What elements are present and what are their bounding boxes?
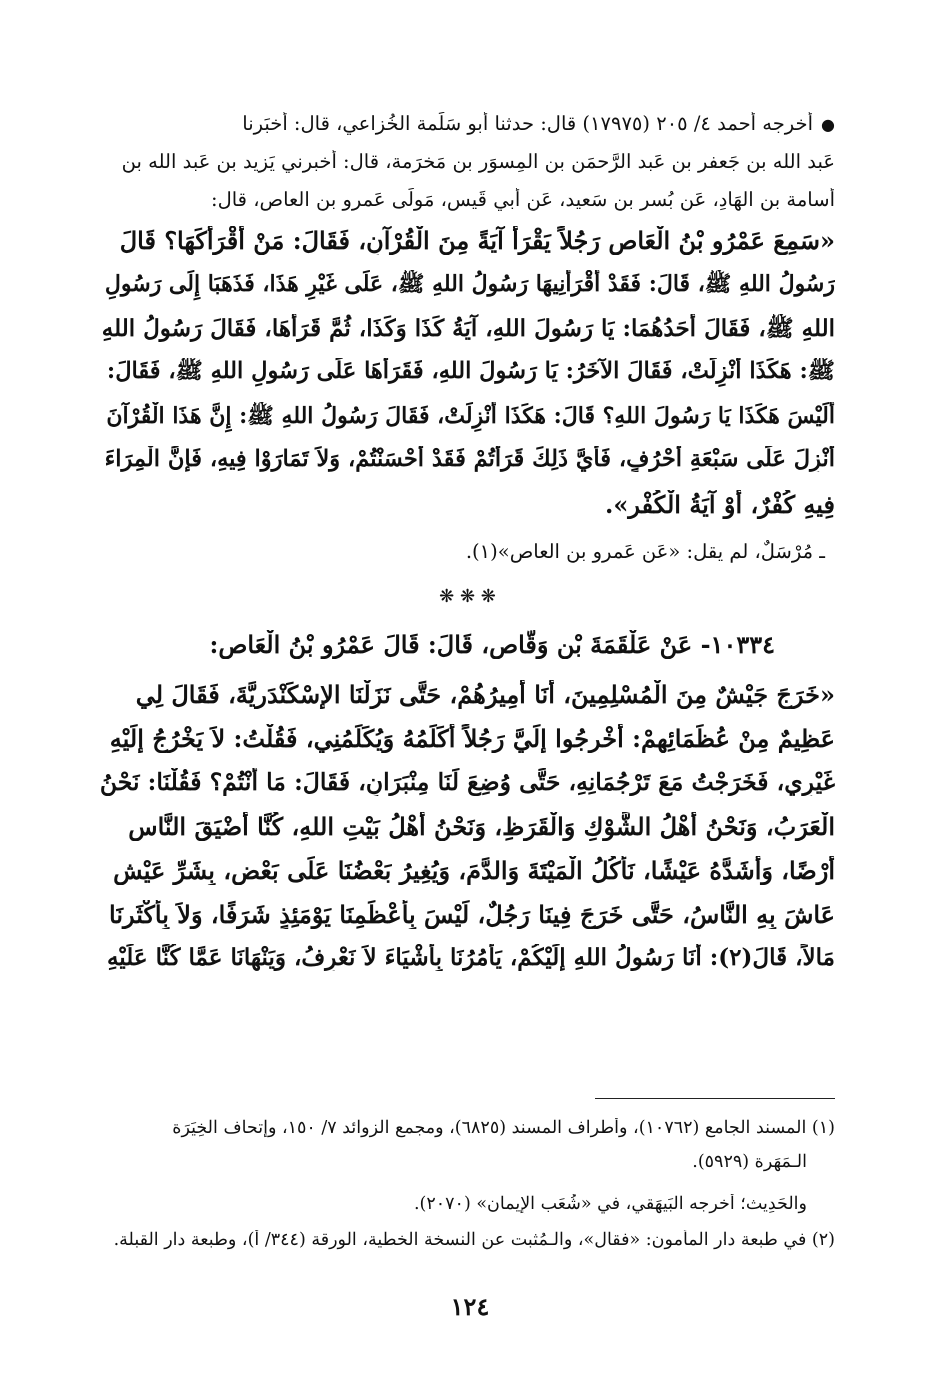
hadith2-heading: ١٠٣٣٤- عَنْ عَلْقَمَةَ بْنِ وَقَّاصٍ، قَالَ: قَالَ عَمْرُو بْنُ الْعَاصِ: <box>209 630 775 659</box>
footnote-2: (٢) في طبعة دار المأمون: «فقال»، والـمُثبت عن النسخة الخطية، الورقة (٣٤٤/ أ)، وطبعة دار القبلة. <box>113 1230 835 1250</box>
hadith1-line-2: رَسُولُ اللهِ ﷺ، قَالَ: فَقَدْ أَقْرَأَنِيهَا رَسُولُ اللهِ ﷺ، عَلَى غَيْرِ هَذَا، فَذَهَبَا إِلَى رَسُولِ <box>104 271 835 297</box>
hadith1-line-6: أُنْزِلَ عَلَى سَبْعَةِ أَحْرُفٍ، فَأَيَّ ذَلِكَ قَرَأْتُمْ فَقَدْ أَحْسَنْتُمْ، وَلاَ تَمَارَوْا فِيهِ، فَإِنَّ الْمِرَاءَ <box>104 446 835 472</box>
isnad-line-2: عَبد الله بن جَعفر بن عَبد الرَّحمَن بن المِسوَر بن مَخرَمة، قال: أخبرني يَزيد بن عَبد الله بن <box>121 150 835 173</box>
mursal-note: ـ مُرْسَلٌ، لم يقل: «عَن عَمرو بن العاص»(١). <box>465 540 825 563</box>
isnad-line-1: ●أخرجه أحمد ٤/ ٢٠٥ (١٧٩٧٥) قال: حدثنا أَبو سَلَمة الخُزاعي، قال: أَخبَرنا <box>242 112 835 135</box>
hadith2-line-2: عَظِيمٌ مِنْ عُظَمَائِهِمْ: أَخْرِجُوا إِلَيَّ رَجُلاً أُكَلِّمُهُ وَيُكَلِّمُنِي، فَقُلْتُ: لاَ يَخْرُجُ إِلَيْهِ <box>109 724 835 753</box>
footnote-1-line-1: (١) المسند الجامع (١٠٧٦٢)، وأطراف المسند (٦٨٢٥)، ومجمع الزوائد ٧/ ١٥٠، وإتحاف الخِيَرَة <box>172 1118 835 1138</box>
isnad-line-3: أُسامة بن الهَادِ، عَن بُسر بن سَعيد، عَن أَبي قَيس، مَولَى عَمرو بن العاص، قال: <box>211 188 835 211</box>
footnote-1-line-2: الـمَهَرة (٥٩٢٩). <box>692 1152 807 1172</box>
hadith1-line-5: أَلَيْسَ هَكَذَا يَا رَسُولَ اللهِ؟ قَالَ: هَكَذَا أُنْزِلَتْ، فَقَالَ رَسُولُ اللهِ ﷺ: إِنَّ هَذَا الْقُرْآنَ <box>106 403 835 429</box>
bullet-icon: ● <box>821 115 835 134</box>
page-number: ١٢٤ <box>450 1292 490 1321</box>
hadith1-line-1: «سَمِعَ عَمْرُو بْنُ الْعَاصِ رَجُلاً يَقْرَأُ آيَةً مِنَ الْقُرْآنِ، فَقَالَ: مَنْ أَقْرَأَكَهَا؟ قَالَ <box>119 226 835 255</box>
footnote-rule <box>595 1098 835 1099</box>
section-separator: ❋ ❋ ❋ <box>439 586 496 607</box>
hadith2-line-3: غَيْرِي، فَخَرَجْتُ مَعَ تَرْجُمَانِهِ، حَتَّى وُضِعَ لَنَا مِنْبَرَانِ، فَقَالَ: مَا أَنْتُمْ؟ فَقُلْنَا: نَحْنُ <box>100 768 835 796</box>
hadith2-line-5: أَرْضًا، وَأَشَدَّهُ عَيْشًا، نَأْكُلُ الْمَيْتَةَ وَالدَّمَ، وَيُغِيرُ بَعْضُنَا عَلَى بَعْضٍ، بِشَرِّ عَيْشٍ <box>113 856 835 885</box>
hadith2-line-7: مَالاً، قَالَ(٢): أَنَا رَسُولُ اللهِ إِلَيْكُمْ، يَأْمُرُنَا بِأَشْيَاءَ لاَ نَعْرِفُ، وَيَنْهَانَا عَمَّا كُنَّا عَلَيْهِ <box>106 944 835 971</box>
hadith1-line-7: فِيهِ كُفْرٌ، أَوْ آيَةُ الْكُفْرِ». <box>604 490 835 519</box>
hadith1-line-4: ﷺ: هَكَذَا أُنْزِلَتْ، فَقَالَ الآخَرُ: يَا رَسُولَ اللهِ، فَقَرَأَهَا عَلَى رَسُولِ اللهِ ﷺ، فَقَالَ: <box>106 358 835 384</box>
hadith1-line-3: اللهِ ﷺ، فَقَالَ أَحَدُهُمَا: يَا رَسُولَ اللهِ، آيَةُ كَذَا وَكَذَا، ثُمَّ قَرَأَهَا، فَقَالَ رَسُولُ اللهِ <box>101 315 835 342</box>
footnote-1-line-3: والحَدِيث؛ أخرجه البَيهَقي، في «شُعَب الإِيمان» (٢٠٧٠). <box>413 1194 807 1214</box>
hadith2-line-4: الْعَرَبُ، وَنَحْنُ أَهْلُ الشَّوْكِ وَالْقَرَظِ، وَنَحْنُ أَهْلُ بَيْتِ اللهِ، كُنَّا أَضْيَقَ النَّاسِ <box>128 812 835 841</box>
hadith2-line-1: «خَرَجَ جَيْشٌ مِنَ الْمُسْلِمِينَ، أَنَا أَمِيرُهُمْ، حَتَّى نَزَلْنَا الإِسْكَنْدَرِيَّةَ، فَقَالَ لِي <box>135 680 835 709</box>
hadith2-line-6: عَاشَ بِهِ النَّاسُ، حَتَّى خَرَجَ فِينَا رَجُلٌ، لَيْسَ بِأَعْظَمِنَا يَوْمَئِذٍ شَرَفًا، وَلاَ بِأَكْثَرِنَا <box>109 900 835 929</box>
